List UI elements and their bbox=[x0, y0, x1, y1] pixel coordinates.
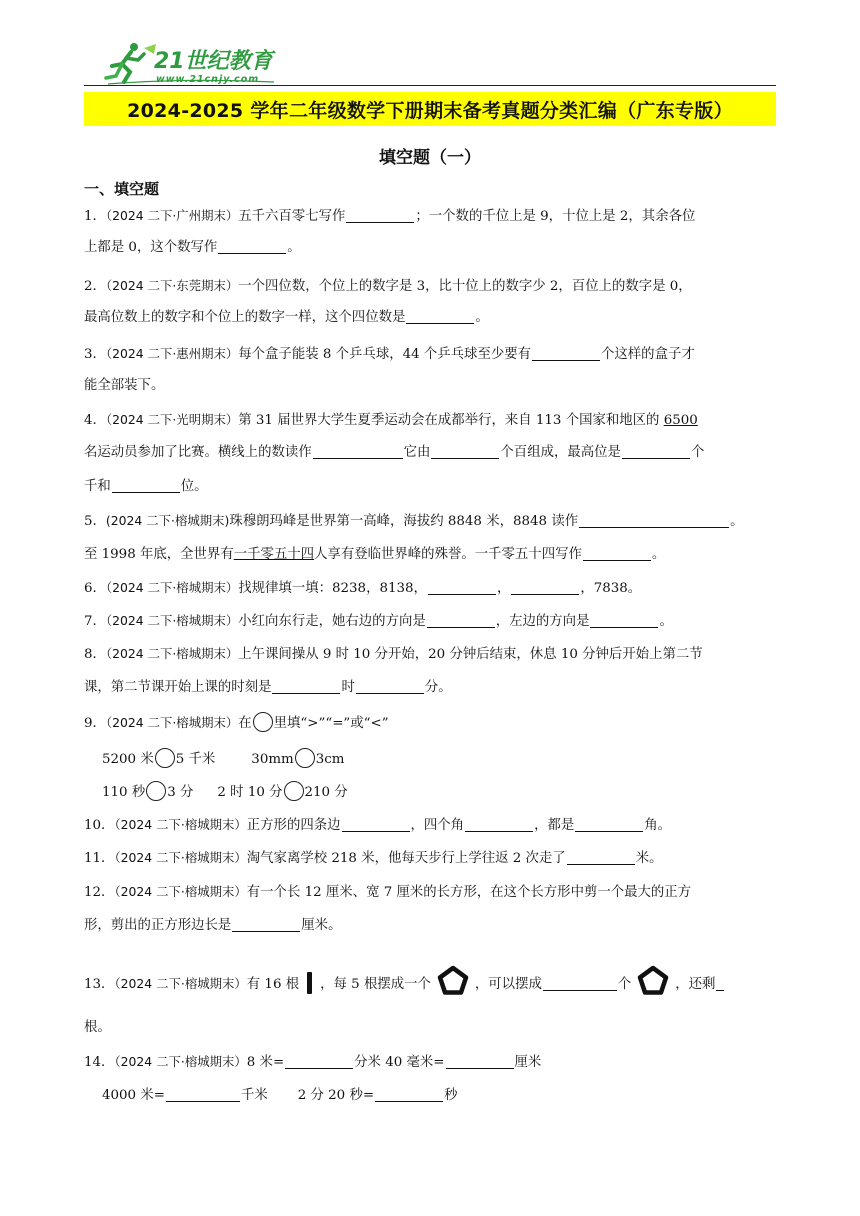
question-9-row-2: 110 秒 3 分 2 时 10 分 210 分 bbox=[102, 781, 348, 803]
answer-blank[interactable] bbox=[427, 613, 495, 628]
answer-blank[interactable] bbox=[112, 478, 180, 493]
answer-blank[interactable] bbox=[375, 1087, 443, 1102]
question-11-line-1: 11．（2024 二下·榕城期末）淘气家离学校 218 米，他每天步行上学往返 2 次走了 米。 bbox=[84, 850, 663, 866]
answer-blank[interactable] bbox=[342, 817, 410, 832]
question-9-line-1: 9．（2024 二下·榕城期末）在 里填“>”“=”或“<” bbox=[84, 712, 389, 734]
question-1-line-1: 1．（2024 二下·广州期末）五千六百零七写作 ；一个数的千位上是 9，十位上是 2，其余各位 bbox=[84, 208, 696, 224]
question-5-line-2: 至 1998 年底，全世界有一千零五十四人享有登临世界峰的殊誉。一千零五十四写作 。 bbox=[84, 547, 666, 562]
compare-circle[interactable] bbox=[155, 748, 175, 768]
circle-icon bbox=[253, 712, 273, 732]
answer-blank[interactable] bbox=[446, 1054, 514, 1069]
pentagon-icon bbox=[633, 962, 673, 1002]
banner-title: 2024-2025 学年二年级数学下册期末备考真题分类汇编（广东专版） bbox=[127, 100, 733, 122]
answer-blank[interactable] bbox=[166, 1087, 240, 1102]
question-8-line-2: 课，第二节课开始上课的时刻是 时 分。 bbox=[84, 680, 452, 695]
question-12-line-2: 形，剪出的正方形边长是 厘米。 bbox=[84, 918, 342, 933]
question-6-line-1: 6．（2024 二下·榕城期末）找规律填一填：8238，8138， ， ，7838。 bbox=[84, 580, 642, 596]
answer-blank[interactable] bbox=[532, 346, 600, 361]
question-14-line-1: 14．（2024 二下·榕城期末）8 米= 分米 40 毫米= 厘米 bbox=[84, 1054, 542, 1070]
answer-blank[interactable] bbox=[218, 239, 286, 254]
answer-blank[interactable] bbox=[716, 976, 724, 991]
page-subtitle: 填空题（一） bbox=[379, 148, 481, 168]
answer-blank[interactable] bbox=[232, 917, 300, 932]
compare-circle[interactable] bbox=[146, 781, 166, 801]
question-4-line-2: 名运动员参加了比赛。横线上的数读作 它由 个百组成，最高位是 个 bbox=[84, 445, 705, 460]
answer-blank[interactable] bbox=[272, 679, 340, 694]
question-7-line-1: 7．（2024 二下·榕城期末）小红向东行走，她右边的方向是 ，左边的方向是 。 bbox=[84, 613, 673, 629]
answer-blank[interactable] bbox=[543, 976, 617, 991]
answer-blank[interactable] bbox=[622, 444, 690, 459]
header-rule bbox=[84, 85, 776, 86]
title-banner bbox=[84, 92, 776, 126]
section-title: 一、填空题 bbox=[84, 180, 160, 198]
question-8-line-1: 8．（2024 二下·榕城期末）上午课间操从 9 时 10 分开始，20 分钟后结束，休息 10 分钟后开始上第二节 bbox=[84, 646, 703, 662]
question-3-line-1: 3．（2024 二下·惠州期末）每个盒子能装 8 个乒乓球，44 个乒乓球至少要有 个这样的盒子才 bbox=[84, 346, 695, 362]
question-13-line-2: 根。 bbox=[84, 1020, 111, 1035]
answer-blank[interactable] bbox=[583, 546, 651, 561]
runner-icon bbox=[106, 43, 156, 82]
question-14-line-2: 4000 米= 千米 2 分 20 秒= 秒 bbox=[102, 1088, 458, 1103]
question-3-line-2: 能全部装下。 bbox=[84, 378, 165, 393]
answer-blank[interactable] bbox=[406, 309, 474, 324]
question-1-line-2: 上都是 0，这个数写作 。 bbox=[84, 240, 301, 255]
question-2-line-1: 2．（2024 二下·东莞期末）一个四位数，个位上的数字是 3，比十位上的数字少 2，百位上的数字是 0， bbox=[84, 278, 692, 294]
answer-blank[interactable] bbox=[285, 1054, 353, 1069]
question-5-line-1: 5．(2024 二下·榕城期末)珠穆朗玛峰是世界第一高峰，海拔约 8848 米，8848 读作 。 bbox=[84, 513, 744, 529]
pentagon-icon bbox=[433, 962, 473, 1002]
question-12-line-1: 12．（2024 二下·榕城期末）有一个长 12 厘米、宽 7 厘米的长方形，在这个长方形中剪一个最大的正方 bbox=[84, 884, 692, 900]
question-13-line-1: 13．（2024 二下·榕城期末）有 16 根 ，每 5 根摆成一个 ，可以摆成 个 ，还剩 bbox=[84, 962, 725, 1002]
answer-blank[interactable] bbox=[356, 679, 424, 694]
answer-blank[interactable] bbox=[590, 613, 658, 628]
answer-blank[interactable] bbox=[567, 850, 635, 865]
answer-blank[interactable] bbox=[465, 817, 533, 832]
answer-blank[interactable] bbox=[313, 444, 403, 459]
compare-circle[interactable] bbox=[295, 748, 315, 768]
question-4-line-3: 千和 位。 bbox=[84, 479, 208, 494]
logo-21cnjy bbox=[104, 40, 279, 86]
stick-icon bbox=[307, 972, 312, 994]
answer-blank[interactable] bbox=[511, 580, 579, 595]
question-4-line-1: 4．（2024 二下·光明期末）第 31 届世界大学生夏季运动会在成都举行，来自 113 个国家和地区的 6500 bbox=[84, 412, 698, 428]
answer-blank[interactable] bbox=[428, 580, 496, 595]
answer-blank[interactable] bbox=[575, 817, 643, 832]
compare-circle[interactable] bbox=[284, 781, 304, 801]
question-10-line-1: 10．（2024 二下·榕城期末）正方形的四条边 ，四个角 ，都是 角。 bbox=[84, 817, 672, 833]
answer-blank[interactable] bbox=[346, 208, 414, 223]
svg-text:21世纪教育: 21世纪教育 bbox=[154, 49, 273, 74]
answer-blank[interactable] bbox=[431, 444, 499, 459]
svg-text:www.21cnjy.com: www.21cnjy.com bbox=[156, 74, 260, 85]
answer-blank[interactable] bbox=[579, 513, 729, 528]
question-9-row-1: 5200 米 5 千米 30mm 3cm bbox=[102, 748, 344, 770]
question-2-line-2: 最高位数上的数字和个位上的数字一样，这个四位数是 。 bbox=[84, 310, 489, 325]
